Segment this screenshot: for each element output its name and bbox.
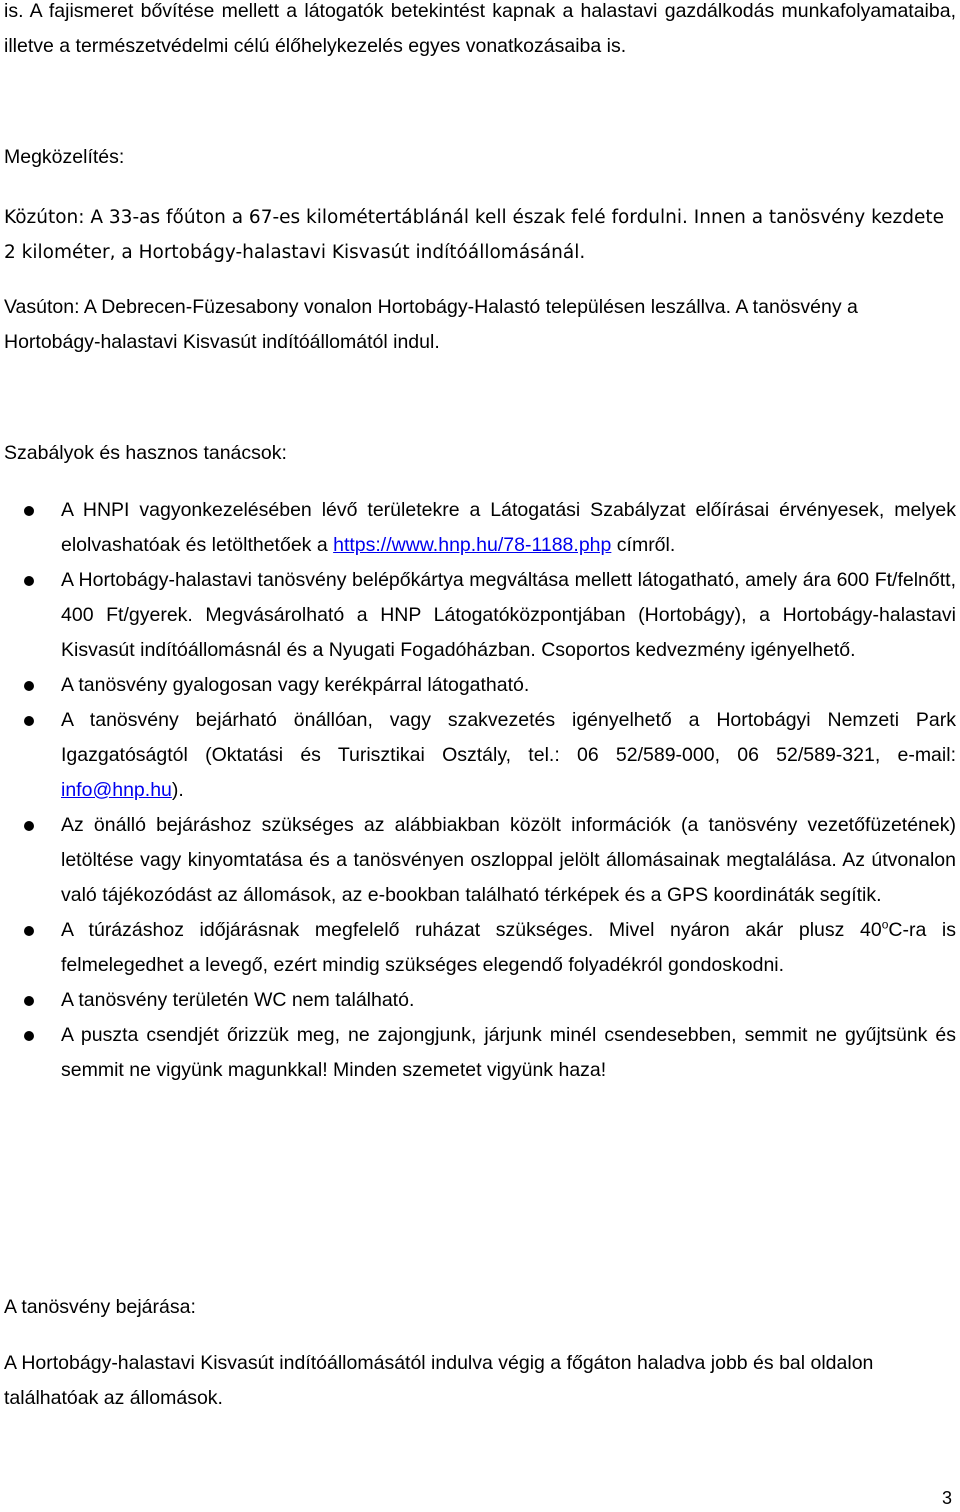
rules-list-item [0,703,960,808]
bullet-icon [24,926,34,936]
rules-heading: Szabályok és hasznos tanácsok: [4,442,287,464]
rule-text: A túrázáshoz időjárásnak megfelelő ruházat szükséges. Mivel nyáron akár plusz 40 [61,919,882,941]
rule-text: A tanösvény bejárható önállóan, vagy szakvezetés igényelhető a Hortobágyi Nemzeti Park Igazgatóságtól (Oktatási és Turisztikai Osztály, tel.: 06 52/589-000, 06 52/589-321, e-mail: [61,709,956,766]
approach-road-paragraph: Közúton: A 33-as főúton a 67-es kilométertáblánál kell észak felé fordulni. Innen a tanösvény kezdete 2 kilométer, a Hortobágy-halastavi Kisvasút indítóállomásánál. [4,207,944,263]
approach-heading: Megközelítés: [4,146,125,168]
bullet-icon [24,716,34,726]
rule-text: A Hortobágy-halastavi tanösvény belépőkártya megváltása mellett látogatható, amely ára 600 Ft/felnőtt, 400 Ft/gyerek. Megvásárolható a HNP Látogatóközpontjában (Hortobágy), a Hortobágy-halastavi Kisvasút indítóállomásnál és a Nyugati Fogadóházban. Csoportos kedvezmény igényelhető. [61,569,956,661]
rule-text: A HNPI vagyonkezelésében lévő területekre a Látogatási Szabályzat előírásai érvényesek, melyek elolvashatóak és letölthetőek a [61,499,956,556]
rule-text: Az önálló bejáráshoz szükséges az alábbiakban közölt információk (a tanösvény vezetőfüzetének) letöltése vagy kinyomtatása és a tanösvényen oszloppal jelölt állomásainak megtalálása. Az útvonalon való tájékozódást az állomások, az e-bookban található térképek és a GPS koordináták segítik. [61,814,956,906]
rules-list-item [0,983,960,1018]
rules-list-item [0,563,960,668]
bullet-icon [24,821,34,831]
bullet-icon [24,576,34,586]
rules-list-item [0,913,960,983]
rules-list-item [0,1018,960,1088]
rules-list [0,493,960,1088]
rule-text: A tanösvény területén WC nem található. [61,989,415,1011]
email-link[interactable]: info@hnp.hu [61,779,172,801]
rule-text: A tanösvény gyalogosan vagy kerékpárral látogatható. [61,674,530,696]
bullet-icon [24,681,34,691]
bullet-icon [24,996,34,1006]
intro-paragraph: is. A fajismeret bővítése mellett a látogatók betekintést kapnak a halastavi gazdálkodás munkafolyamataiba, illetve a természetvédelmi célú élőhelykezelés egyes vonatkozásaiba is. [4,0,956,57]
page-number: 3 [941,1488,952,1508]
route-paragraph: A Hortobágy-halastavi Kisvasút indítóállomásától indulva végig a főgáton haladva jobb és bal oldalon találhatóak az állomások. [4,1352,874,1409]
rule-text: C-ra is felmelegedhet a levegő, ezért mindig szükséges elegendő folyadékról gondoskodni. [61,919,956,976]
regulations-link[interactable]: https://www.hnp.hu/78-1188.php [333,534,612,556]
route-heading: A tanösvény bejárása: [4,1296,196,1318]
rule-text: ). [171,779,184,801]
rule-text: A puszta csendjét őrizzük meg, ne zajongjunk, járjunk minél csendesebben, semmit ne gyűjtsünk és semmit ne vigyünk magunkkal! Minden szemetet vigyünk haza! [61,1024,956,1081]
rules-list-item [0,668,960,703]
bullet-icon [24,1031,34,1041]
degree-superscript: o [881,917,889,932]
rules-list-item [0,493,960,563]
bullet-icon [24,506,34,516]
rule-text: címről. [611,534,676,556]
rules-list-item [0,808,960,913]
approach-rail-paragraph: Vasúton: A Debrecen-Füzesabony vonalon Hortobágy-Halastó településen leszállva. A tanösvény a Hortobágy-halastavi Kisvasút indítóállomától indul. [4,296,858,353]
